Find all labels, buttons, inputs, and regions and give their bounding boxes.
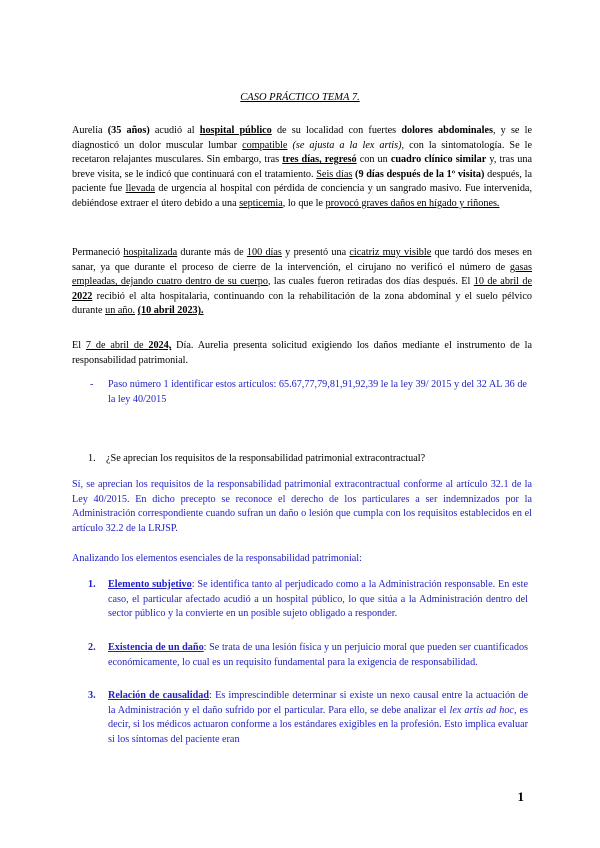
list-body: : Se trata de una lesión física y un perjuicio moral que pueden ser cuantificados económicamente, lo cual es un requisito fundamental para la exigencia de responsabilidad. [108, 642, 529, 668]
list-body: , es decir, si los médicos actuaron conforme a los estándares exigibles en la profesión. Esto implica evaluar si los síntomas del paciente eran [108, 704, 528, 745]
list-label: Elemento subjetivo [108, 579, 192, 590]
text-run: que tardó dos meses en sanar, ya que durante el proceso de cierre de la intervención, el cirujano no verificó el número de [72, 247, 533, 273]
text-run: (10 abril 2023). [137, 305, 204, 317]
text-run: acudió al [149, 125, 200, 136]
text-run: Aurelia [72, 125, 108, 136]
text-run: (se ajusta a la lex artis), [292, 139, 405, 151]
list-body: : Se identifica tanto al perjudicado como a la Administración responsable. En este caso, el particular afectado acudió a un hospital público, lo que sitúa a la Administración dentro del sector público y la convierte en un posible sujeto obligado a responder. [108, 579, 528, 620]
list-number: 1. [88, 579, 96, 590]
text-run: durante más de [177, 247, 247, 258]
question-text: ¿Se aprecian los requisitos de la responsabilidad patrimonial extracontractual? [106, 453, 426, 464]
list-item [88, 689, 528, 749]
list-item [88, 578, 528, 638]
answer-paragraph-1: Sí, se aprecian los requisitos de la responsabilidad patrimonial extracontractual conforme al artículo 32.1 de la Ley 40/2015. En dicho precepto se reconoce el derecho de los particulares a ser indemnizados por la Administración correspondiente cuando sufran un daño o lesión que cumpla con los requisitos establecidos en el artículo 32.2 de la LRJSP. [72, 479, 532, 534]
text-run: de su localidad con fuertes [271, 125, 402, 136]
text-run: recibió el alta hospitalaria, continuando con la rehabilitación de la zona abdominal y el suelo pélvico durante [72, 290, 532, 317]
question-number: 1. [88, 453, 96, 464]
list-text [108, 641, 528, 670]
text-run: (35 años) [107, 125, 150, 136]
text-run: y, tras una breve visita, se le indicó que continuará con el tratamiento. [72, 154, 532, 180]
text-run: cicatriz muy visible [349, 247, 432, 258]
text-run: cuadro clínico similar [390, 154, 487, 166]
text-run: septicemia [239, 197, 283, 209]
list-item [88, 641, 528, 686]
text-run: 2022 [72, 290, 93, 302]
bullet-text: Paso número 1 identificar estos artículos: 65.67,77,79,81,91,92,39 le la ley 39/ 2015 y del 32 AL 36 de la ley 40/2015 [108, 379, 527, 405]
text-run: provocó graves daños en hígado y riñones. [325, 197, 500, 209]
text-run: Día. Aurelia presenta solicitud exigiendo los daños mediante el instrumento de la responsabilidad patrimonial. [72, 340, 532, 366]
list-number: 3. [88, 690, 96, 701]
text-run: un año. [105, 305, 136, 317]
text-run: de urgencia al hospital con pérdida de conciencia y un sangrado masivo. Fue intervenida, debiéndose extraer el útero debido a una [72, 183, 532, 209]
answer-paragraph-2: Analizando los elementos esenciales de la responsabilidad patrimonial: [72, 553, 362, 564]
text-run: y presentó una [281, 247, 350, 258]
text-run: 2024, [148, 340, 172, 351]
text-run: dolores abdominales [401, 125, 493, 136]
case-paragraph-3 [72, 339, 532, 368]
page-number: 1 [517, 789, 524, 804]
text-run: después, la paciente fue [72, 168, 532, 195]
list-body: : Es imprescindible determinar si existe un nexo causal entre la actuación de la Administración y el daño sufrido por el particular. Para ello, se debe analizar el [108, 690, 529, 716]
text-run: gasas empleadas, dejando cuatro dentro de su cuerpo [72, 261, 532, 288]
text-run: Seis días [316, 168, 353, 180]
list-label: Existencia de un daño [108, 642, 204, 653]
list-label: Relación de causalidad [108, 690, 210, 701]
list-text [108, 578, 528, 622]
case-paragraph-2 [72, 246, 532, 319]
list-text [108, 689, 528, 747]
list-body-italic: lex artis ad hoc [449, 704, 514, 716]
text-run: 7 de abril de [85, 340, 149, 351]
case-paragraph-1 [72, 124, 532, 212]
text-run: , las cuales fueron retiradas dos días después. El [267, 276, 474, 288]
text-run: hospital público [199, 125, 272, 136]
document-title: CASO PRÁCTICO TEMA 7. [240, 92, 360, 103]
text-run: compatible [242, 139, 288, 151]
list-number: 2. [88, 642, 96, 653]
text-run: tres días, regresó [282, 154, 357, 166]
text-run: Permaneció [72, 247, 124, 258]
text-run: hospitalizada [123, 247, 178, 258]
text-run: llevada [125, 183, 156, 195]
text-run: (9 días después de la 1º visita) [355, 168, 485, 180]
question-item [88, 452, 528, 468]
text-run: El [72, 340, 86, 351]
text-run: con la sintomatología. Se le recetaron relajantes musculares. Sin embargo, tras [72, 139, 533, 166]
text-run: 10 de abril de [473, 276, 532, 288]
text-run: con un [356, 154, 391, 166]
bullet-item [90, 378, 530, 408]
bullet-dash: - [90, 379, 94, 390]
text-run: 100 días [246, 247, 282, 258]
text-run: , y se le diagnosticó un dolor muscular lumbar [72, 125, 532, 151]
text-run: , lo que le [282, 197, 326, 209]
